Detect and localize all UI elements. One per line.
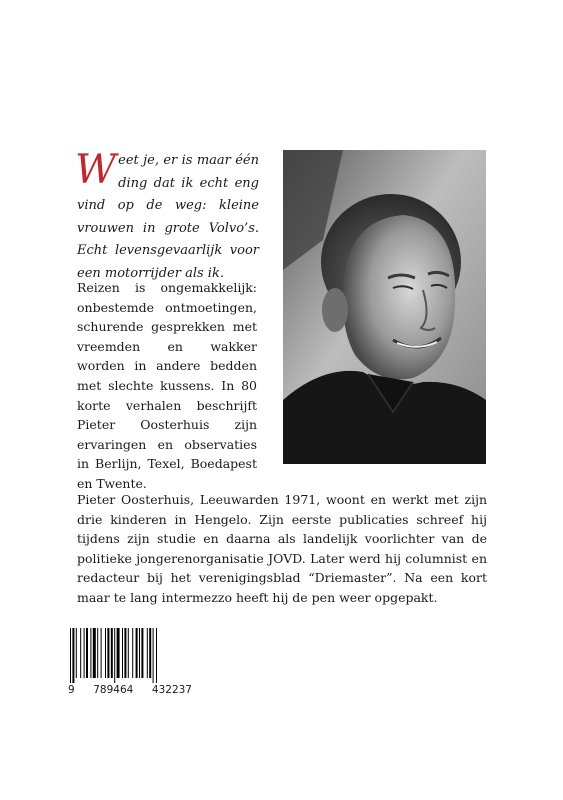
drop-cap-initial: W [75,147,117,193]
barcode-bar [132,628,133,678]
barcode-bar [111,628,113,678]
barcode-bar [124,628,126,678]
isbn-barcode [62,628,192,683]
barcode-bar [93,628,96,678]
barcode-bar [139,628,140,678]
barcode-bar [136,628,138,678]
isbn-prefix: 9 [68,684,75,696]
barcode-bar [90,628,91,678]
book-blurb: Reizen is ongemakkelijk: onbestemde ontmoetingen, schurende gesprekken met vreemden en wakker worden in andere bedden met slechte kussens. In 80 korte verhalen beschrijft Pieter Oosterhuis zijn ervaringen en observaties in Berlijn, Texel, Boedapest en Twente. [77,280,257,491]
isbn-group-1: 789464 [93,684,134,696]
barcode-bar [149,628,151,678]
author-bio: Pieter Oosterhuis, Leeuwarden 1971, woont en werkt met zijn drie kinderen in Hengelo. Zijn eerste publicaties schreef hij tijdens zijn studie en daarna als landelijk voorlichter van de politieke jongerenorganisatie JOVD. Later werd hij columnist en redacteur bij het verenigingsblad “Driemaster”. Na een kort maar te lang intermezzo heeft hij de pen weer opgepakt. [77,492,487,605]
author-photo [283,150,486,464]
barcode-bar [76,628,77,678]
barcode-bar [86,628,88,678]
barcode-bar [128,628,129,678]
author-portrait-image [283,150,486,464]
barcode-bar [141,628,143,678]
barcode-bar [122,628,123,678]
pull-quote [75,147,259,285]
barcode-bar [114,628,115,683]
barcode-bar [105,628,106,678]
barcode-bar [84,628,85,678]
barcode-bar [147,628,148,678]
isbn-group-2: 432237 [151,684,192,696]
barcode-bar [72,628,74,683]
barcode-bar [70,628,71,683]
barcode-bar [153,628,154,683]
barcode-bar [107,628,109,678]
barcode-bar [117,628,120,678]
barcode-bar [80,628,81,678]
isbn-number [68,684,192,696]
barcode-bar [156,628,157,683]
barcode-bar [97,628,98,678]
barcode-bar [101,628,102,678]
barcode-bars [62,628,192,683]
pull-quote-text: eet je, er is maar één ding dat ik echt eng vind op de weg: kleine vrouwen in grote Volvo’s. Echt levensgevaarlijk voor een motorrijder als ik. [77,153,259,281]
